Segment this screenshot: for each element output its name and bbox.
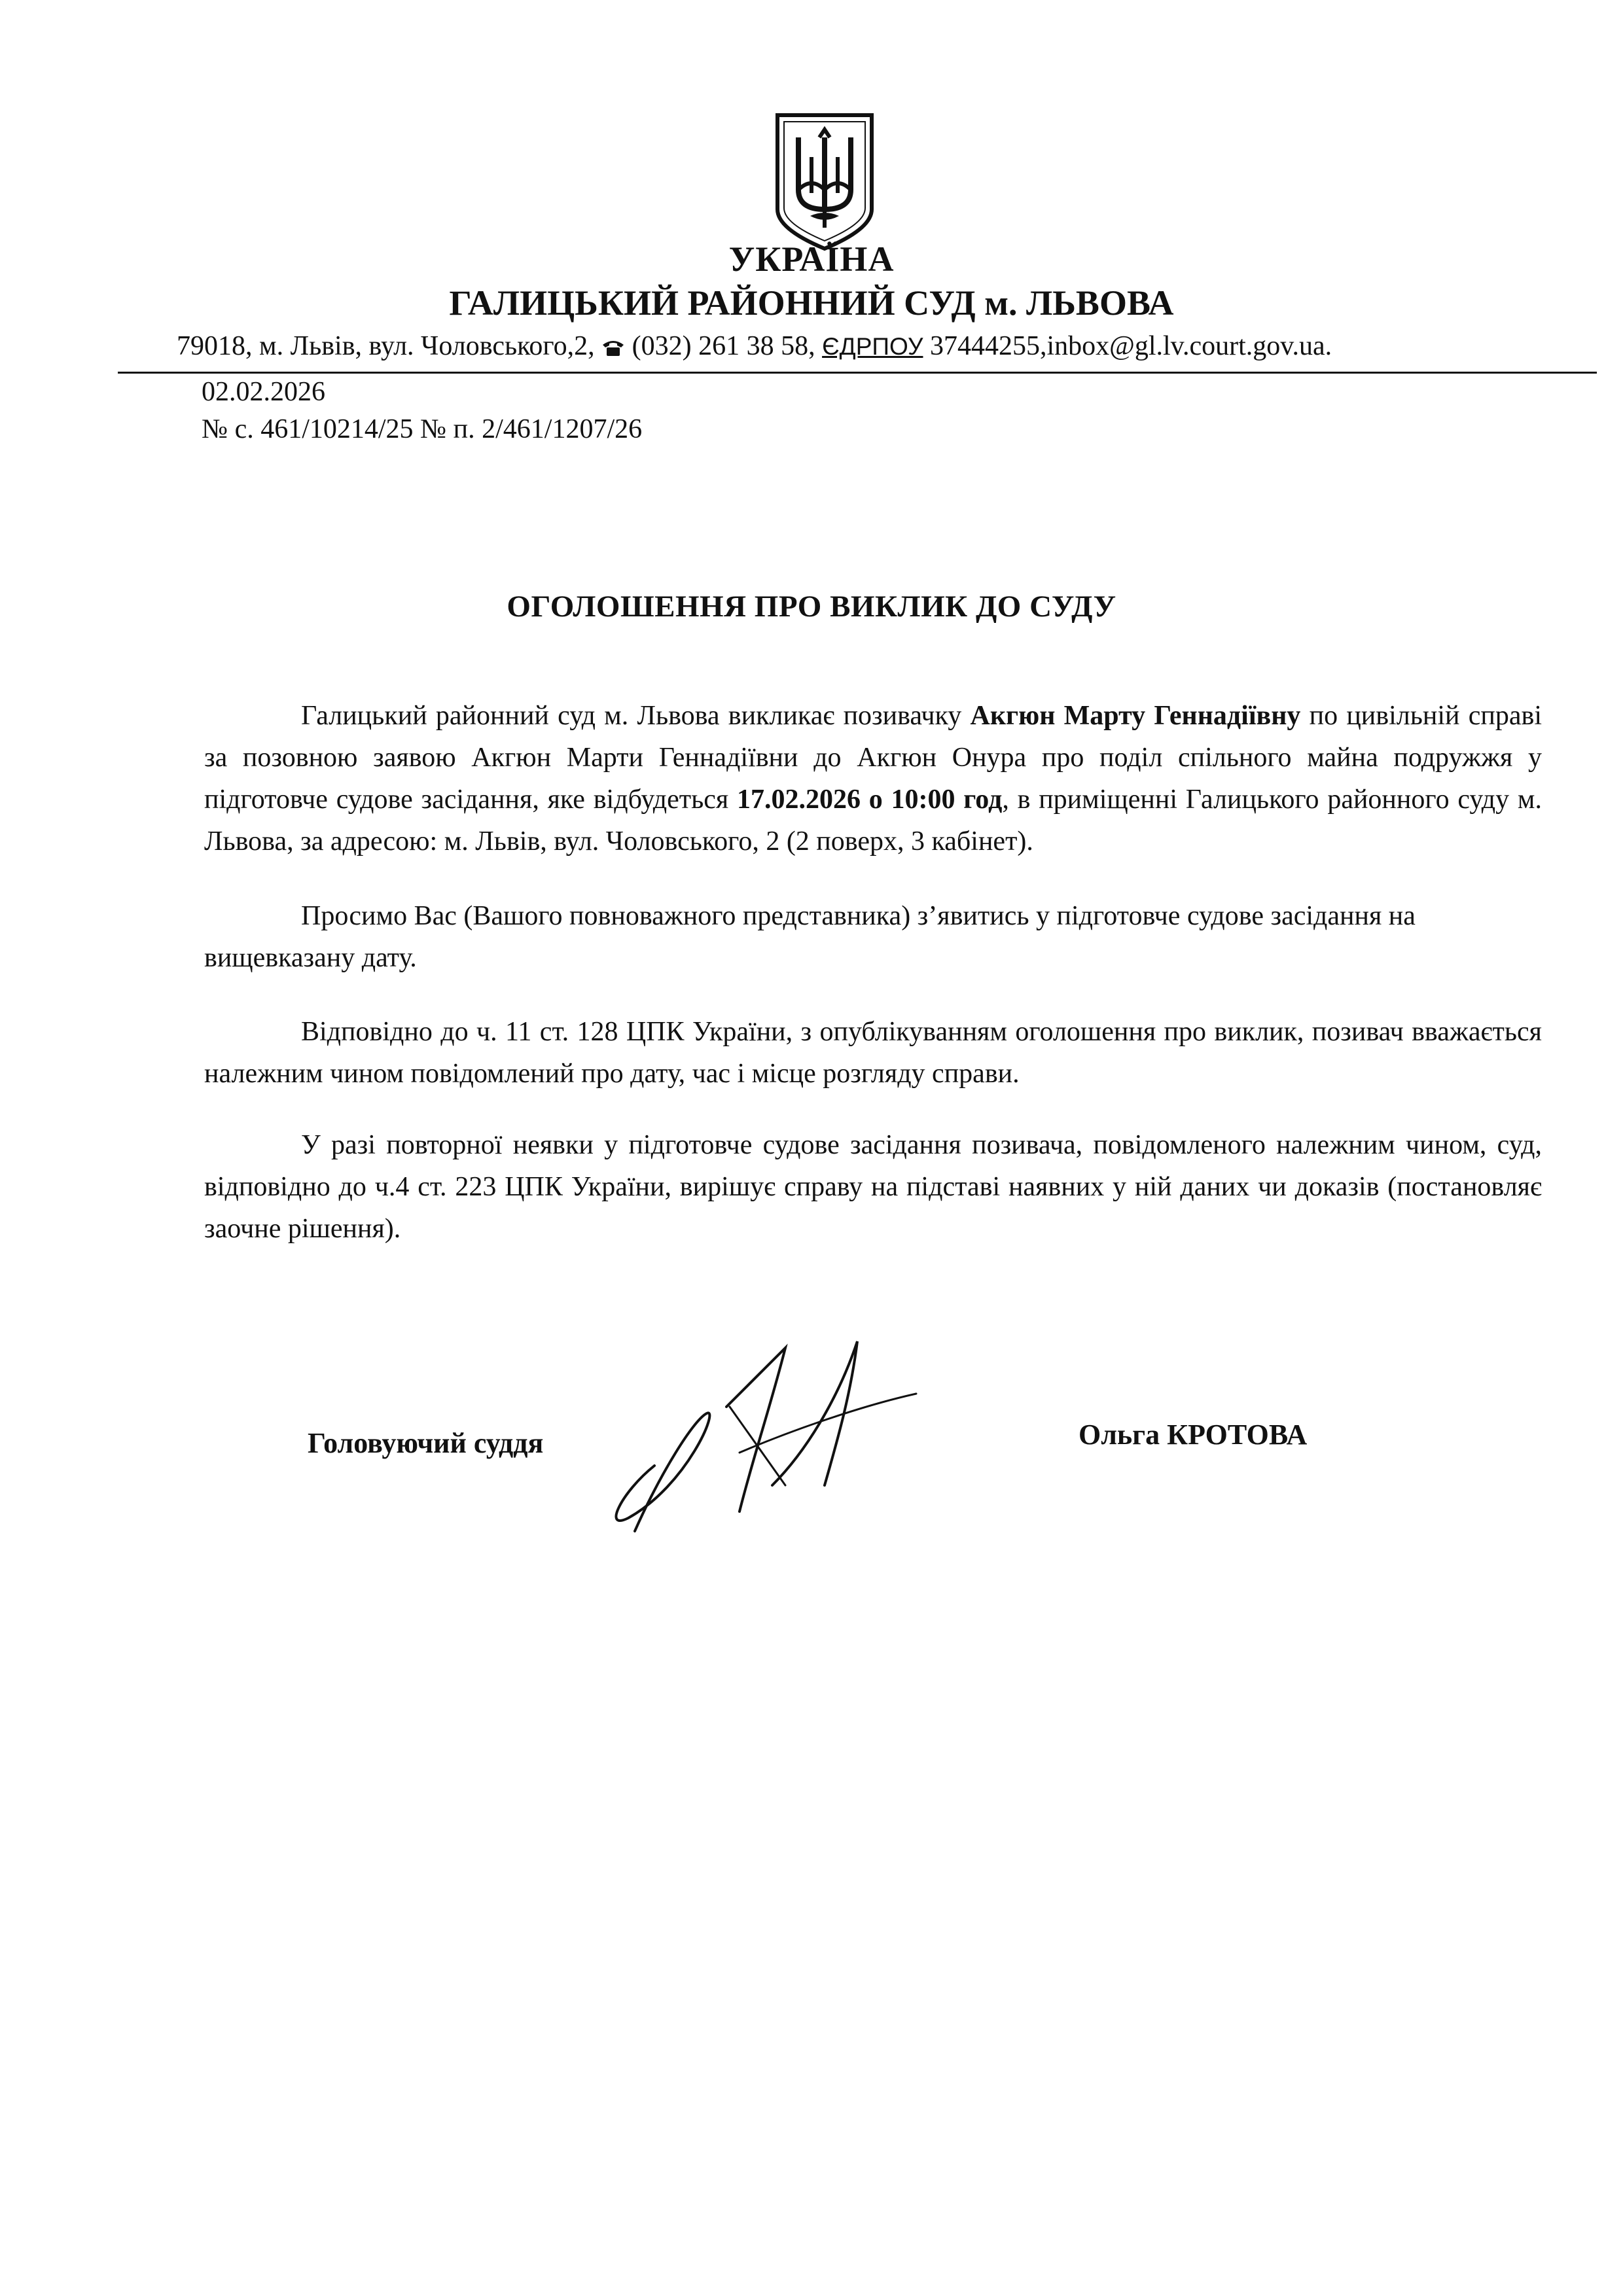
hearing-datetime: 17.02.2026 о 10:00 год <box>736 785 1003 815</box>
notice-paragraph-request: Просимо Вас (Вашого повноважного представника) з’явитись у підготовче судове засідання на вищевказану дату. <box>204 901 1416 973</box>
court-address: 79018, м. Львів, вул. Чоловського,2, <box>177 331 595 361</box>
notice-paragraph-legal-basis: Відповідно до ч. 11 ст. 128 ЦПК України, з опублікуванням оголошення про виклик, позивач вважається належним чином повідомлений про дату, час і місце розгляду справи. <box>204 1017 1542 1089</box>
telephone-icon <box>601 338 625 357</box>
p1-text-1: Галицький районний суд м. Львова викликає позивачку <box>301 701 971 731</box>
court-phone: (032) 261 38 58, <box>632 331 815 361</box>
court-address-line <box>177 330 1332 362</box>
edrpou-label: ЄДРПОУ <box>822 333 923 360</box>
notice-title: ОГОЛОШЕННЯ ПРО ВИКЛИК ДО СУДУ <box>507 590 1116 624</box>
judge-title: Головуючий суддя <box>308 1427 544 1459</box>
judge-name: Ольга КРОТОВА <box>1079 1419 1308 1451</box>
plaintiff-name: Акгюн Марту Геннадіївну <box>970 701 1301 731</box>
document-date: 02.02.2026 <box>202 377 325 407</box>
header-divider <box>118 372 1597 374</box>
trident-emblem-icon <box>772 111 877 252</box>
notice-paragraph-absence: У разі повторної неявки у підготовче судове засідання позивача, повідомленого належним чином, суд, відповідно до ч.4 ст. 223 ЦПК України, вирішує справу на підставі наявних у ній даних чи доказів (постановляє заочне рішення). <box>204 1130 1542 1244</box>
edrpou-and-email: 37444255,inbox@gl.lv.court.gov.ua. <box>929 331 1332 361</box>
handwritten-signature <box>576 1322 942 1544</box>
p1-text-2: по цивільній справі за позовною заявою Акгюн Марти Геннадіївни до Акгюн Онура про поділ спільного майна подружжя у підготовче судове засідання, яке відбудеться <box>204 701 1542 815</box>
country-title: УКРАЇНА <box>728 239 895 279</box>
notice-paragraph-summons <box>204 695 1542 862</box>
p1-text-3: , в приміщенні Галицького районного суду м. Львова, за адресою: м. Львів, вул. Чоловського, 2 (2 поверх, 3 кабінет). <box>204 785 1542 857</box>
court-name: ГАЛИЦЬКИЙ РАЙОННИЙ СУД м. ЛЬВОВА <box>449 283 1174 323</box>
case-number: № с. 461/10214/25 № п. 2/461/1207/26 <box>202 414 643 444</box>
